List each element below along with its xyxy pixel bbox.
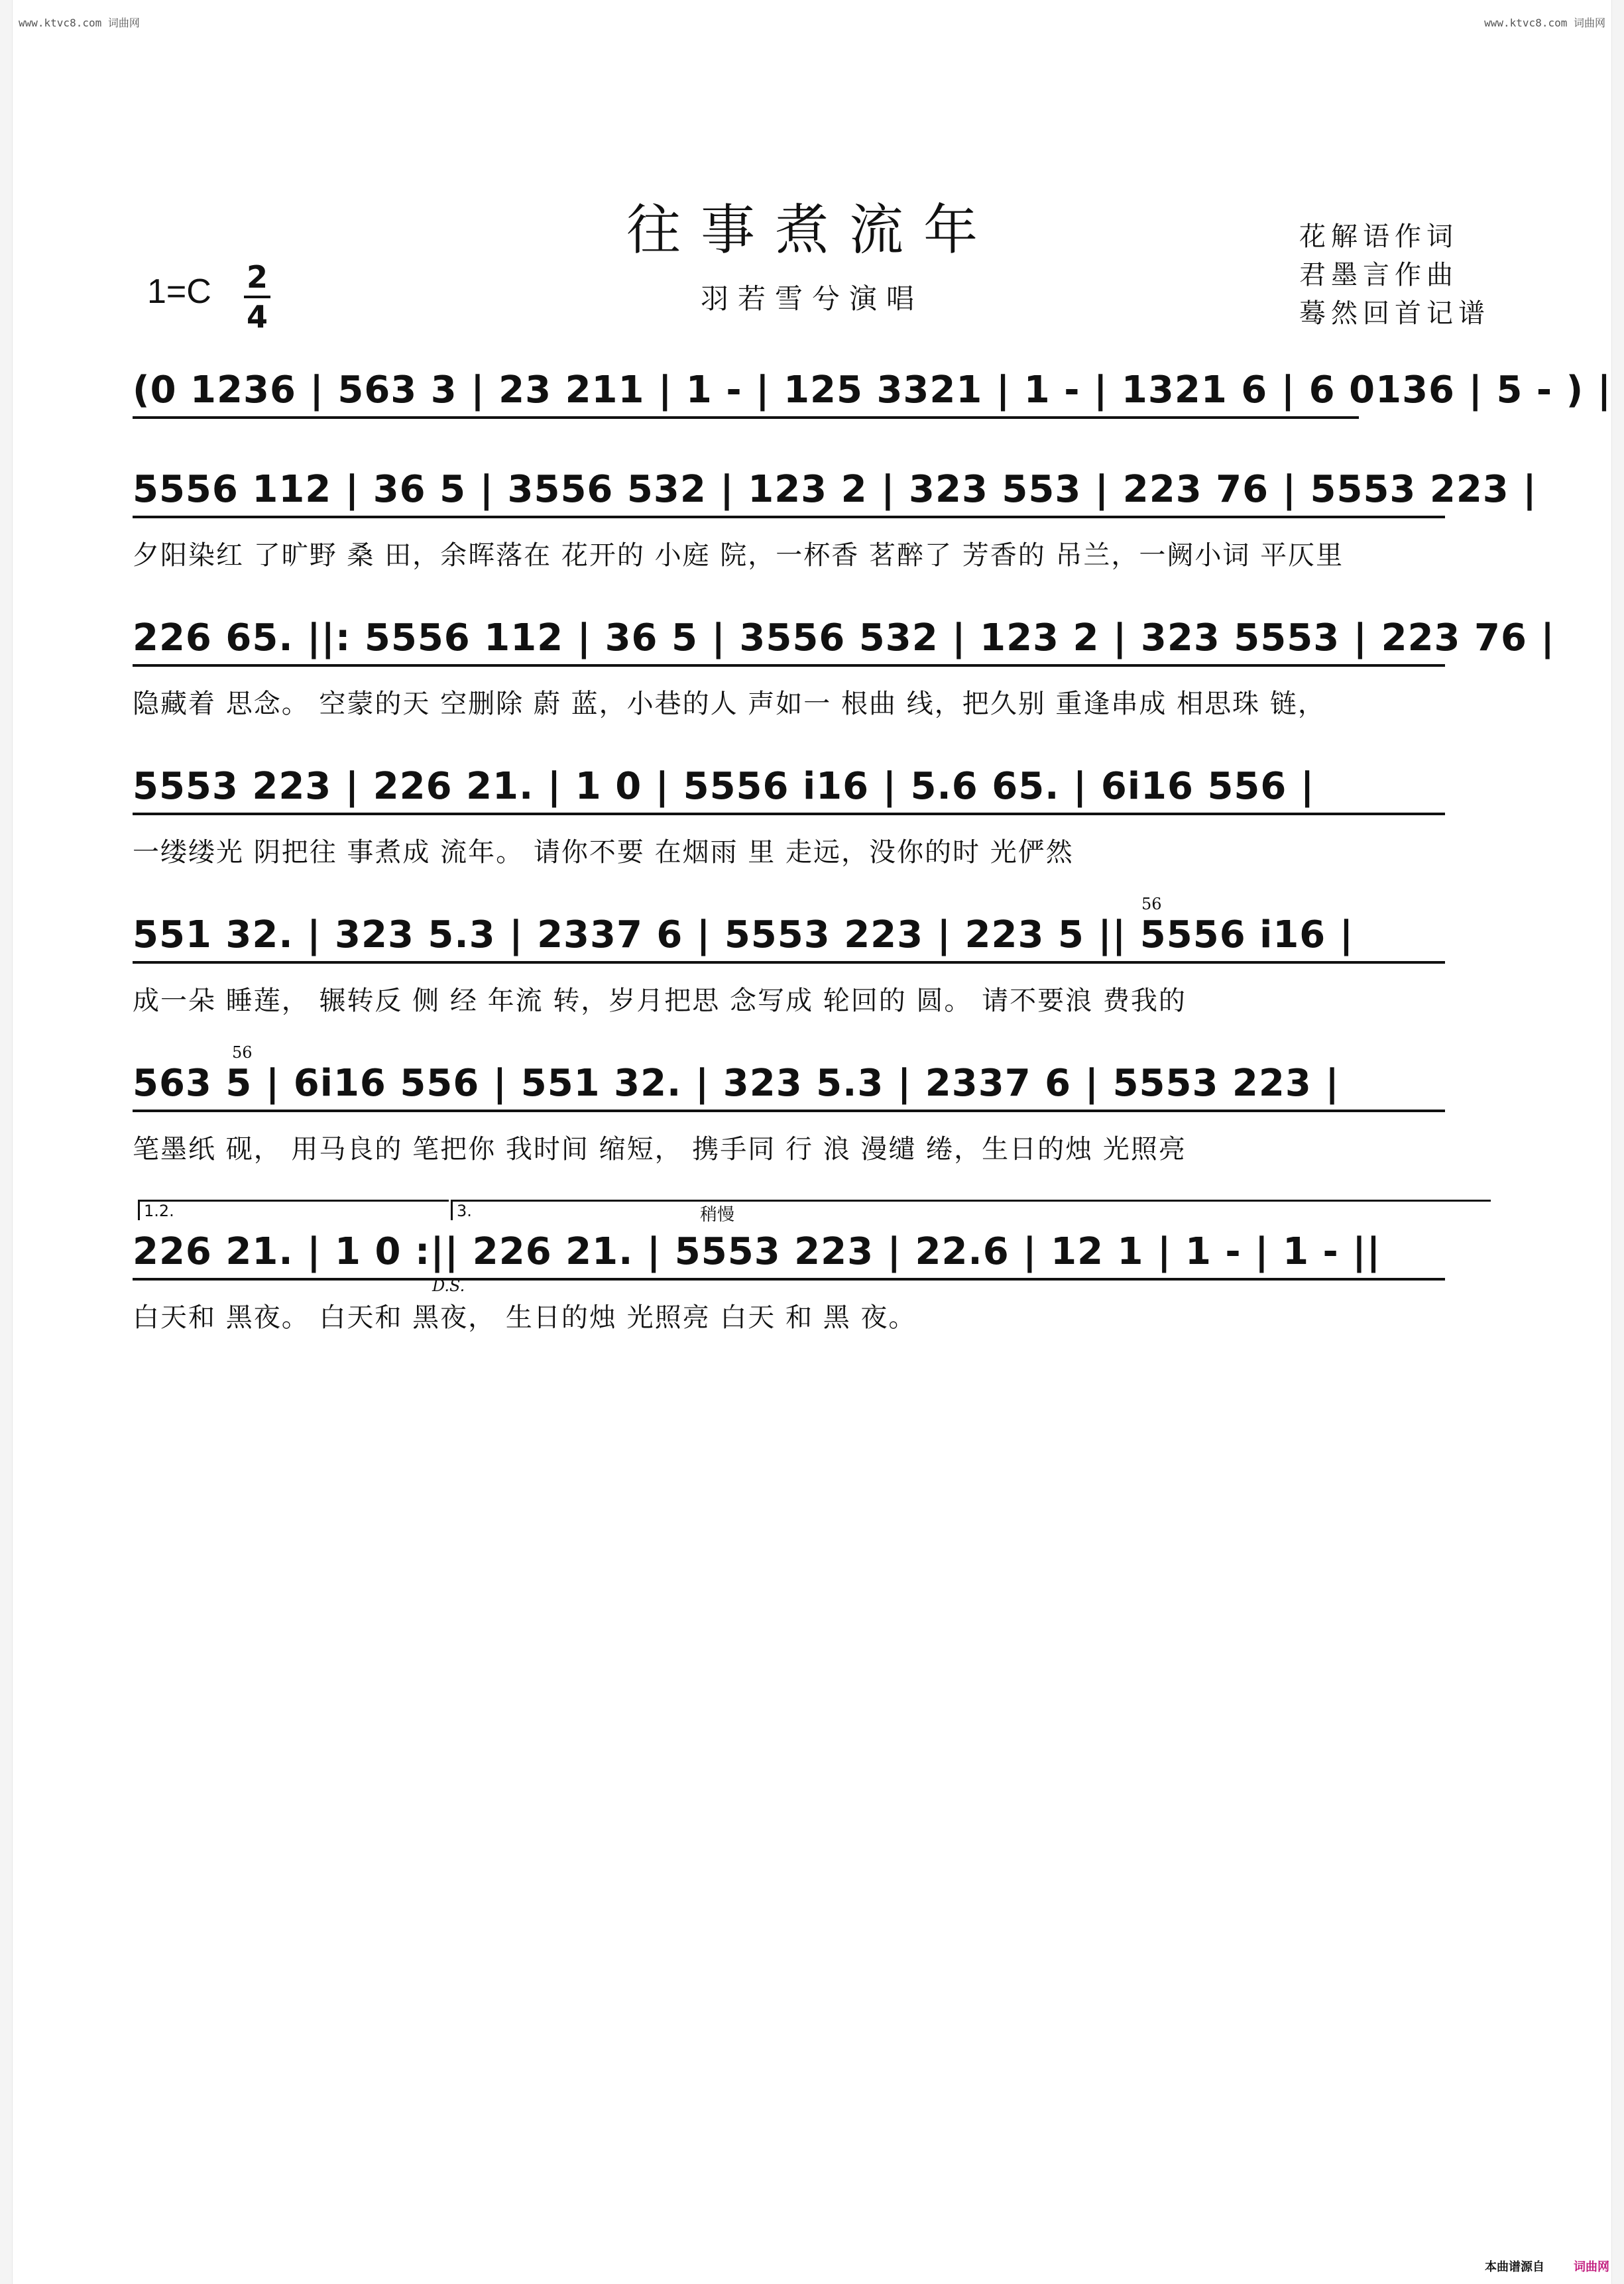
time-sig-bottom: 4 (246, 299, 268, 335)
credits (1299, 217, 1490, 333)
lyrics-row-4: 一缕缕光 阴把往 事煮成 流年。 请你不要 在烟雨 里 走远，没你的时 光俨然 (133, 837, 1074, 868)
right-margin-strip (1611, 0, 1624, 2284)
lyrics-row-2: 夕阳染红 了旷野 桑 田，余晖落在 花开的 小庭 院，一杯香 茗醉了 芳香的 吊兰，一阙小词 平仄里 (133, 540, 1344, 571)
notes-row-5: 551 32. | 323 5.3 | 2337 6 | 5553 223 | 223 5 || 5556 i16 | (133, 913, 1354, 956)
transcriber-credit: 蓦然回首记谱 (1299, 298, 1490, 329)
key-signature: 1=C (147, 272, 211, 311)
ds-marking: D.S. (432, 1277, 465, 1295)
volta-1-2: 1.2. (138, 1200, 449, 1220)
grace-note-2: 56 (232, 1043, 253, 1062)
notes-row-1: (0 1236 | 563 3 | 23 211 | 1 - | 125 3321 | 1 - | 1321 6 | 6 0136 | 5 - ) | (133, 369, 1612, 412)
notes-row-7: 226 21. | 1 0 :|| 226 21. | 5553 223 | 22.6 | 12 1 | 1 - | 1 - || (133, 1230, 1381, 1273)
notes-row-3: 226 65. ||: 5556 112 | 36 5 | 3556 532 | 123 2 | 323 5553 | 223 76 | (133, 616, 1555, 659)
song-title: 往事煮流年 (626, 199, 998, 262)
left-margin-strip (0, 0, 13, 2284)
header-left-watermark: www.ktvc8.com 词曲网 (19, 17, 140, 29)
time-sig-top: 2 (246, 259, 268, 295)
lyrics-row-6: 笔墨纸 砚， 用马良的 笔把你 我时间 缩短， 携手同 行 浪 漫缱 绻，生日的烛 光照亮 (133, 1134, 1187, 1165)
grace-note-1: 56 (1141, 895, 1162, 913)
volta-3: 3. (451, 1200, 1491, 1220)
notes-row-4: 5553 223 | 226 21. | 1 0 | 5556 i16 | 5.6 65. | 6i16 556 | (133, 765, 1315, 808)
footer-source: 本曲谱源自 (1485, 2260, 1544, 2274)
lyrics-row-3: 隐藏着 思念。 空蒙的天 空删除 蔚 蓝，小巷的人 声如一 根曲 线，把久别 重逢串成 相思珠 链， (133, 689, 1326, 719)
lyrics-row-5: 成一朵 睡莲， 辗转反 侧 经 年流 转，岁月把思 念写成 轮回的 圆。 请不要浪 费我的 (133, 986, 1187, 1016)
notes-row-6: 563 5 | 6i16 556 | 551 32. | 323 5.3 | 2337 6 | 5553 223 | (133, 1062, 1340, 1105)
tempo-marking: 稍慢 (700, 1205, 735, 1225)
performer-line: 羽若雪兮演唱 (700, 282, 923, 315)
lyricist-credit: 花解语作词 (1299, 221, 1458, 252)
composer-credit: 君墨言作曲 (1299, 260, 1458, 290)
lyrics-row-7: 白天和 黑夜。 白天和 黑夜， 生日的烛 光照亮 白天 和 黑 夜。 (133, 1302, 917, 1333)
header-right-watermark: www.ktvc8.com 词曲网 (1484, 17, 1605, 29)
notes-row-2: 5556 112 | 36 5 | 3556 532 | 123 2 | 323 553 | 223 76 | 5553 223 | (133, 468, 1537, 511)
footer-site: 词曲网 (1574, 2260, 1609, 2274)
